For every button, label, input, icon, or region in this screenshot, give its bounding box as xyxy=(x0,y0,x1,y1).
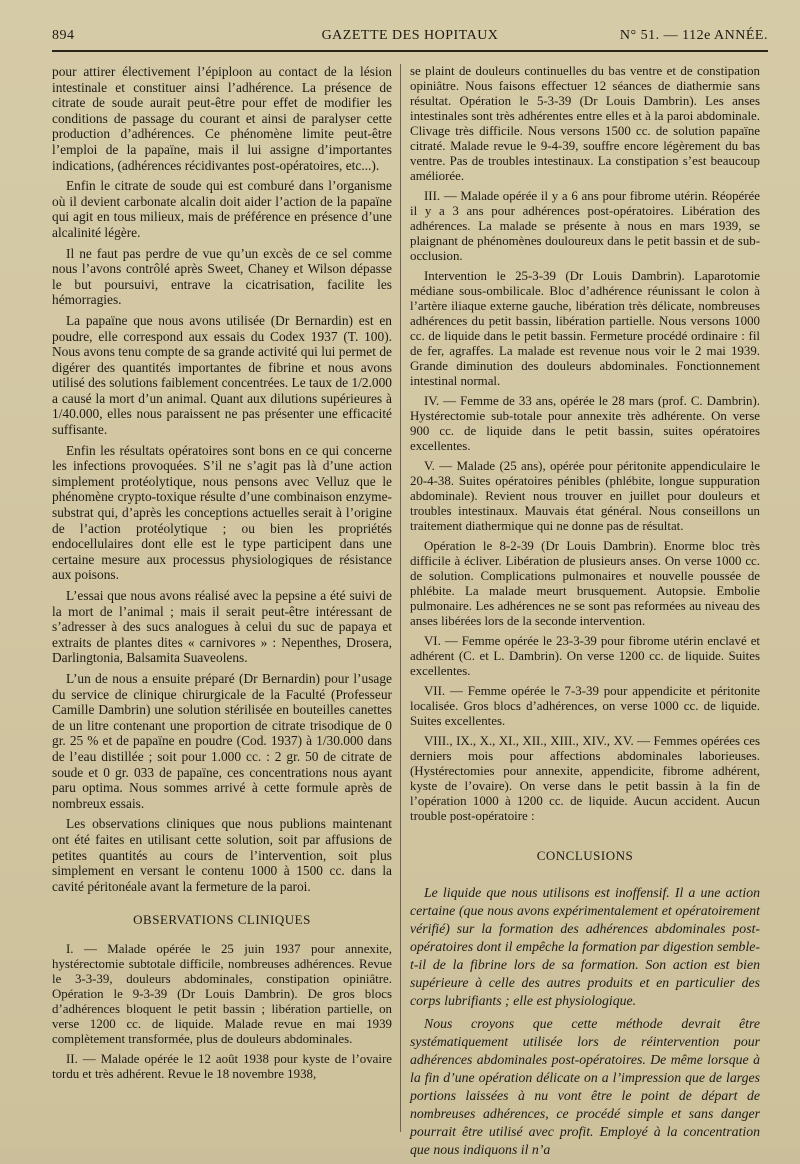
observation-item: I. — Malade opérée le 25 juin 1937 pour annexite, hystérectomie subtotale difficile, nombreuses adhérences. Revue le 3-3-39, douleurs abdominales, constipation opiniâtre. Opération le 9-3-39 (Dr Louis Dambrin). De gros blocs d’adhérences bloquent le petit bassin ; libération partielle, on verse 1200 cc. de liquide. Malade revue en mai 1939 complètement transformée, plus de douleurs abdominales. xyxy=(52,941,392,1046)
paragraph: Enfin le citrate de soude qui est comburé dans l’organisme où il devient carbonate alcalin doit aider l’action de la papaïne qui agit en tous milieux, mais de préférence en présence d’une alcalinité légère. xyxy=(52,178,392,240)
conclusion-paragraph: Le liquide que nous utilisons est inoffensif. Il a une action certaine (que nous avons expérimentalement et opératoirement vérifié) sur la formation des adhérences abdominales post-opératoires dont il empêche la formation par digestion semble-t-il de la fibrine lors de sa formation. Son action est bien supérieure à celle des autres produits et en particulier des corps lubrifiants ; elle est physiologique. xyxy=(410,884,760,1008)
issue-number: N° 51. — 112e ANNÉE. xyxy=(619,28,768,43)
page-number: 894 xyxy=(52,28,75,43)
left-column xyxy=(52,64,392,1087)
observation-item: VII. — Femme opérée le 7-3-39 pour appendicite et péritonite localisée. Gros blocs d’adhérences, on verse 1000 cc. de liquide. Suites excellentes. xyxy=(410,684,760,728)
paragraph: Enfin les résultats opératoires sont bons en ce qui concerne les infections provoquées. S’il ne s’agit pas là d’une action simplement protéolytique, nous pensons avec Velluz que le phénomène crypto-toxique résulte d’une combinaison enzyme-substrat qui, d’après les conceptions actuelles serait à l’origine de l’action protéolytique ; ou bien les propriétés endocellulaires dont elle est le type participent dans une certaine mesure aux processus physiologiques de résistance aux poisons. xyxy=(52,442,392,583)
observation-item: III. — Malade opérée il y a 6 ans pour fibrome utérin. Réopérée il y a 3 ans pour adhérences post-opératoires. Libération des adhérences. La malade se présente à nous en mars 1939, se plaignant de phénomènes douloureux dans le petit bassin et de sub-occlusion. xyxy=(410,189,760,263)
paragraph: Opération le 8-2-39 (Dr Louis Dambrin). Enorme bloc très difficile à écliver. Libération de plusieurs anses. On verse 1000 cc. de solution. Complications pulmonaires et nouvelle poussée de phlébite. La malade meurt brusquement. Autopsie. Embolie pulmonaire. Les adhérences ne se sont pas reformées au niveau des anses libérées lors de la seconde intervention. xyxy=(410,539,760,628)
observation-item: V. — Malade (25 ans), opérée pour péritonite appendiculaire le 20-4-38. Suites opératoires pénibles (phlébite, longue suppuration abdominale). Revient nous trouver en juillet pour douleurs et troubles intestinaux. Mauvais état général. Nous conseillons un traitement diathermique qui ne donne pas de résultat. xyxy=(410,459,760,533)
page-header xyxy=(52,22,768,52)
journal-title: GAZETTE DES HOPITAUX xyxy=(321,28,499,43)
right-column xyxy=(410,64,760,1164)
paragraph: Il ne faut pas perdre de vue qu’un excès de ce sel comme nous l’avons contrôlé après Sweet, Chaney et Wilson dépasse le but poursuivi, entrave la cicatrisation, facilite les hémorragies. xyxy=(52,245,392,308)
paragraph: Les observations cliniques que nous publions maintenant ont été faites en utilisant cette solution, soit par affusions de petites quantités au cours de l’intervention, soit plus simplement en versant le contenu 1000 à 1500 cc. dans la cavité péritonéale avant la fermeture de la paroi. xyxy=(52,816,392,894)
paragraph: se plaint de douleurs continuelles du bas ventre et de constipation opiniâtre. Nous faisons effectuer 12 séances de diathermie sans résultat. Opération le 5-3-39 (Dr Louis Dambrin). Les anses intestinales sont très adhérentes entre elles et à la paroi abdominale. Clivage très difficile. Nous versons 1500 cc. de solution papaïne citraté. Malade revue le 9-4-39, souffre encore légèrement du bas ventre. Pas de troubles intestinaux. La constipation s’est beaucoup améliorée. xyxy=(410,64,760,183)
column-divider xyxy=(400,64,401,1132)
paragraph: Intervention le 25-3-39 (Dr Louis Dambrin). Laparotomie médiane sous-ombilicale. Bloc d’adhérence réunissant le colon à l’artère iliaque externe gauche, libération très délicate, nombreuses adhérences du petit bassin, libération partielle. Nous versons 1000 cc. de liquide dans le petit bassin. Fermeture procédé ordinaire : fil de fer, agraffes. La malade est revenue nous voir le 2 mai 1939. Grande diminution des douleurs abdominales. Fonctionnement intestinal normal. xyxy=(410,269,760,388)
observation-item: VI. — Femme opérée le 23-3-39 pour fibrome utérin enclavé et adhérent (C. et L. Dambrin). On verse 1200 cc. de liquide. Suites excellentes. xyxy=(410,634,760,678)
observation-item: II. — Malade opérée le 12 août 1938 pour kyste de l’ovaire tordu et très adhérent. Revue le 18 novembre 1938, xyxy=(52,1051,392,1081)
conclusion-paragraph: Nous croyons que cette méthode devrait être systématiquement utilisée lors de réintervention pour adhérences abdominales post-opératoires. De même lorsque à la fin d’une opération délicate on a l’impression que de larges portions laissées à nu vont être le point de départ de nombreuses adhérences, ce procédé simple et sans danger pourrait être utilisé avec profit. Employé à la concentration que nous indiquons il n’a xyxy=(410,1015,760,1157)
observation-item: VIII., IX., X., XI., XII., XIII., XIV., XV. — Femmes opérées ces derniers mois pour affections abdominales laborieuses. (Hystérectomies pour annexite, appendicite, fibrome adhérent, kyste de l’ovaire). On verse dans le petit bassin à la fin de l’opération 1000 à 1200 cc. de liquide. Aucun accident. Aucun trouble post-opératoire : xyxy=(410,734,760,823)
paragraph: La papaïne que nous avons utilisée (Dr Bernardin) est en poudre, elle correspond aux essais du Codex 1937 (T. 100). Nous avons tenu compte de sa grande activité qui lui permet de digérer des quantités importantes de fibrine et nous avons utilisé des solutions faiblement concentrées. Le taux de 1/2.000 a causé la mort d’un animal. Quant aux dilutions supérieures à 1/40.000, elles nous paraissent ne pas présenter une efficacité suffisante. xyxy=(52,312,392,438)
paragraph: pour attirer électivement l’épiploon au contact de la lésion intestinale et constituer ainsi l’adhérence. La présence de citrate de soude aurait peut-être pour effet de modifier les conditions de passage du courant et ainsi de paralyser cette production d’adhérences. Ce phénomène limite peut-être l’emploi de la papaïne, mais il lui assigne d’importantes indications, (adhérences récidivantes post-opératoires, etc...). xyxy=(52,64,392,173)
section-heading: OBSERVATIONS CLINIQUES xyxy=(133,912,311,928)
paragraph: L’essai que nous avons réalisé avec la pepsine a été suivi de la mort de l’animal ; mais il serait peut-être intéressant de s’adresser à des sucs analogues à celui du suc de papaya et extraits de plantes dites « carnivores » : Nepenthes, Drosera, Darlingtonia, Balsamita Suaveolens. xyxy=(52,588,392,666)
observation-item: IV. — Femme de 33 ans, opérée le 28 mars (prof. C. Dambrin). Hystérectomie sub-totale pour annexite très adhérente. On verse 900 cc. de liquide dans le petit bassin, suites opératoires excellentes. xyxy=(410,394,760,453)
paragraph: L’un de nous a ensuite préparé (Dr Bernardin) pour l’usage du service de clinique chirurgicale de la Faculté (Professeur Camille Dambrin) une solution stérilisée en bouteilles canettes de un litre contenant une proportion de citrate trisodique de 0 gr. 25 % et de papaïne en poudre (Cod. 1937) à 1/30.000 dans de l’eau distillée ; soit pour 1.000 cc. : 2 gr. 50 de citrate de soude et 0 gr. 033 de papaïne, ces concentrations nous ayant paru optima. Nous sommes arrivé à cette formule après de nombreux essais. xyxy=(52,670,392,811)
conclusions-heading: CONCLUSIONS xyxy=(536,848,634,863)
